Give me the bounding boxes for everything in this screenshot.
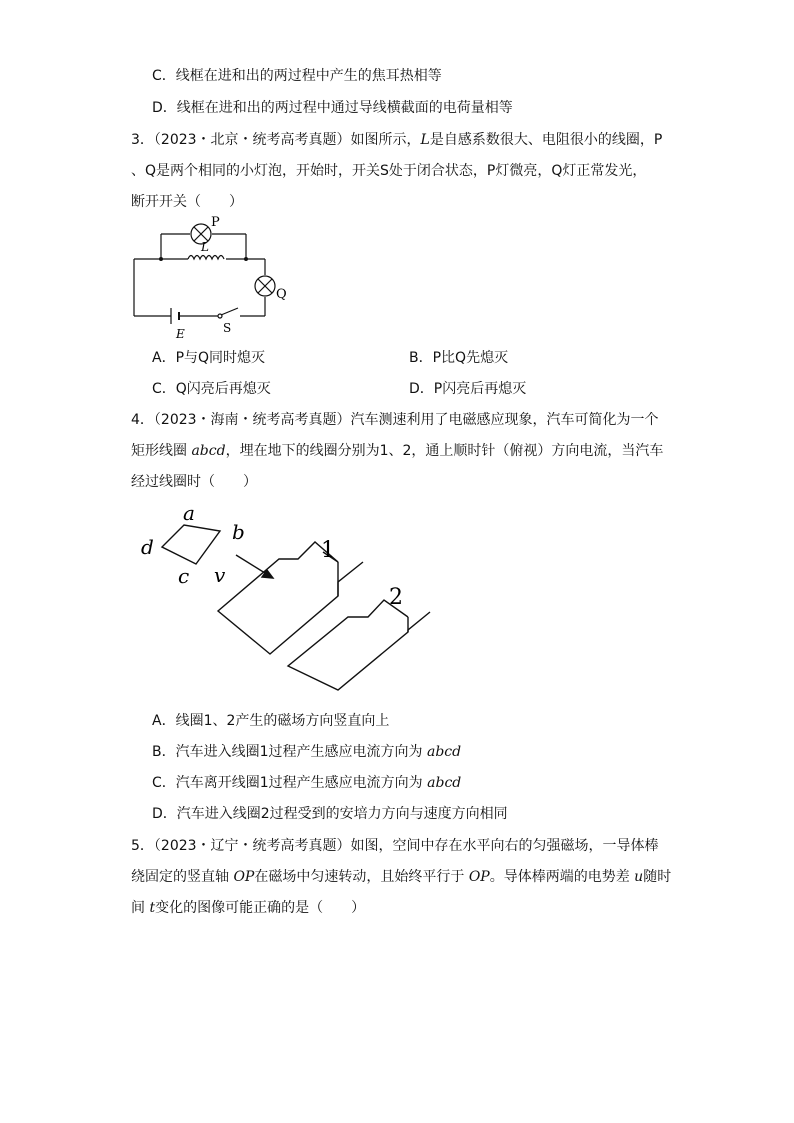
- q5-stem-line-2: [131, 867, 671, 887]
- q5-stem-text: 。导体棒两端的电势差: [489, 869, 635, 885]
- q3-inductor-symbol: L: [420, 132, 430, 148]
- q5-stem-text: 绕固定的竖直轴: [131, 869, 234, 885]
- velocity-label: v: [214, 563, 226, 587]
- lamp-q-label: Q: [276, 287, 287, 302]
- q4-stem-text: ，埋在地下的线圈分别为1、2，通上顺时针（俯视）方向电流，当汽车: [225, 443, 664, 459]
- q4-option-c-text: C．汽车离开线圈1过程产生感应电流方向为: [152, 775, 428, 791]
- q3-stem-text: 3．（2023・北京・统考高考真题）如图所示，: [131, 132, 421, 148]
- q5-stem-text: 变化的图像可能正确的是（ ）: [155, 900, 366, 916]
- switch-icon: [218, 308, 238, 318]
- q4-option-b-text: B．汽车进入线圈1过程产生感应电流方向为: [152, 744, 427, 760]
- q5-voltage-symbol: u: [634, 869, 644, 885]
- q4-option-c-direction: abcd: [427, 775, 462, 791]
- q3-stem-text: 是自感系数很大、电阻很小的线圈，P: [429, 132, 663, 148]
- coil-2-label: 2: [389, 585, 403, 610]
- inductor-label: L: [201, 240, 209, 254]
- switch-label: S: [223, 321, 232, 335]
- q3-circuit-figure: [128, 212, 298, 342]
- q5-stem-text: 间: [131, 900, 150, 916]
- q4-coil-figure: [138, 500, 438, 700]
- q4-stem-line-3: 经过线圈时（ ）: [131, 474, 257, 490]
- battery-icon: [171, 308, 179, 324]
- q4-option-d: D．汽车进入线圈2过程受到的安培力方向与速度方向相同: [152, 806, 508, 822]
- corner-a-label: a: [183, 501, 195, 525]
- q5-stem-line-3: [131, 898, 365, 918]
- q5-stem-line-1: 5．（2023・辽宁・统考高考真题）如图，空间中存在水平向右的匀强磁场，一导体棒: [131, 838, 659, 854]
- q3-stem-line-2: 、Q是两个相同的小灯泡，开始时，开关S处于闭合状态，P灯微亮，Q灯正常发光，: [131, 163, 647, 179]
- q3-option-c: C．Q闪亮后再熄灭: [152, 381, 271, 397]
- q5-stem-text: 在磁场中匀速转动，且始终平行于: [254, 869, 469, 885]
- q2-option-c: C．线框在进和出的两过程中产生的焦耳热相等: [152, 68, 442, 84]
- q4-option-b: [152, 742, 461, 762]
- corner-b-label: b: [232, 520, 245, 544]
- q4-stem-line-2: [131, 441, 663, 461]
- q3-option-a: A．P与Q同时熄灭: [152, 350, 266, 366]
- q5-stem-text: 随时: [643, 869, 672, 885]
- q3-stem-line-1: [131, 130, 662, 150]
- q4-option-a: A．线圈1、2产生的磁场方向竖直向上: [152, 713, 390, 729]
- q4-coil-name: abcd: [191, 443, 226, 459]
- q2-option-d: D．线框在进和出的两过程中通过导线横截面的电荷量相等: [152, 100, 513, 116]
- q4-stem-text: 矩形线圈: [131, 443, 192, 459]
- q5-time-symbol: t: [149, 900, 156, 916]
- q4-option-c: [152, 773, 461, 793]
- lamp-q-icon: [255, 276, 275, 296]
- q5-axis-name: OP: [468, 869, 490, 885]
- q3-stem-line-3: 断开开关（ ）: [131, 194, 243, 210]
- corner-d-label: d: [141, 535, 154, 559]
- battery-label: E: [176, 327, 185, 341]
- lamp-p-label: P: [211, 215, 220, 230]
- q3-option-b: B．P比Q先熄灭: [409, 350, 509, 366]
- inductor-icon: [188, 256, 224, 260]
- q5-axis-name: OP: [233, 869, 255, 885]
- coil-1-label: 1: [321, 538, 335, 563]
- q4-option-b-direction: abcd: [426, 744, 462, 760]
- q3-option-d: D．P闪亮后再熄灭: [409, 381, 527, 397]
- corner-c-label: c: [178, 564, 190, 588]
- q4-stem-line-1: 4．（2023・海南・统考高考真题）汽车测速利用了电磁感应现象，汽车可简化为一个: [131, 412, 659, 428]
